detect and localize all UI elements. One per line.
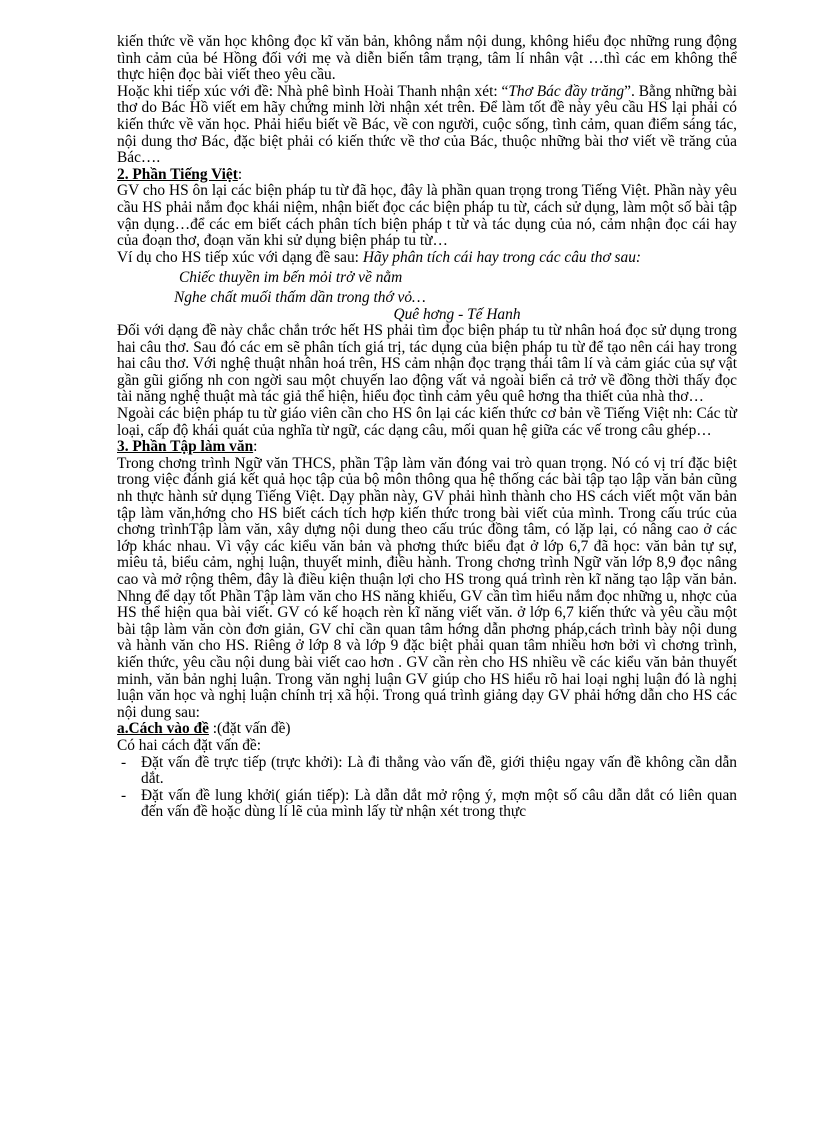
paragraph-literature-knowledge: kiến thức về văn học không đọc kĩ văn bản, không nắm nội dung, không hiểu đọc những rung động tình cảm của bé Hồng đối với mẹ và diễn biến tâm trạng, tâm lí nhân vật …thì các em không thể thực hiện đọc bài viết theo yêu cầu. (117, 33, 737, 84)
document-page (117, 34, 737, 821)
heading-text: 2. Phần Tiếng Việt (117, 165, 238, 183)
quote-italic: Thơ Bác đầy trăng (508, 82, 625, 100)
heading-colon: : (253, 438, 258, 456)
heading-colon: : (237, 165, 243, 183)
paragraph-other-knowledge: Ngoài các biện pháp tu từ giáo viên cần cho HS ôn lại các kiến thức cơ bản về Tiếng Việt nh: Các từ loại, cấp độ khái quát của nghĩa từ ngữ, các dạng câu, mối quan hệ giữa các vế trong câu ghép… (117, 405, 737, 439)
list-item: - Đặt vấn đề trực tiếp (trực khởi): Là đi thẳng vào vấn đề, giới thiệu ngay vấn đề không cần dẫn dắt. (117, 755, 737, 788)
section-heading-composition (117, 439, 737, 456)
poem-source: Quê hơng - Tế Hanh (393, 305, 521, 323)
section-heading-vietnamese (117, 167, 737, 184)
text-run: ”. Bằng những bài thơ do Bác Hồ viết em hãy chứng minh lời nhận xét trên. Để làm tốt đề này yêu cầu HS lại phải có kiến thức về văn học. Phải hiểu biết về Bác, về con người, cuộc sống, tình cảm, quan điểm sáng tác, nội dung thơ Bác, đặc biệt phải có kiến thức về thơ của Bác, thuộc những bài thơ viết về trăng của Bác…. (117, 82, 737, 167)
paragraph-rhetorical-devices: GV cho HS ôn lại các biện pháp tu từ đã học, đây là phần quan trọng trong Tiếng Việt. Phần này yêu cầu HS phải nắm đọc khái niệm, nhận biết đọc các biện pháp tu từ, cách sử dụng, làm một số bài tập vận dụng…để các em biết cách phân tích biện pháp t từ và tác dụng của nó, cảm nhận đọc cái hay của đoạn thơ, đoạn văn khi sử dụng biện pháp tu từ… (117, 182, 737, 250)
poem-line-1: Chiếc thuyền im bến mỏi trở về nằm (179, 269, 403, 287)
poem-line-2: Nghe chất muối thấm dần trong thớ vỏ… (174, 288, 426, 306)
paragraph-example-prompt (117, 250, 737, 267)
bullet-list (117, 755, 737, 821)
subheading-rest: :(đặt vấn đề) (208, 720, 291, 738)
subheading-introduction (117, 721, 737, 738)
subheading-text: a.Cách vào đề (117, 720, 209, 738)
paragraph-composition: Trong chơng trình Ngữ văn THCS, phần Tập làm văn đóng vai trò quan trọng. Nó có vị trí đặc biệt trong việc đánh giá kết quả học tập của bộ môn thông qua hệ thống các bài tập tạo lập văn bản cũng nh thực hành sử dụng Tiếng Việt. Dạy phần này, GV phải hình thành cho HS cách viết một văn bản tập làm văn,hớng cho HS biết cách tích hợp kiến thức trong bài viết của mình. Trong cấu trúc của chơng trìnhTập làm văn, xây dựng nội dung theo cấu trúc đồng tâm, có lặp lại, có nâng cao ở các lớp khác nhau. Vì vậy các kiểu văn bản và phơng thức biểu đạt ở lớp 6,7 đã học: văn bản tự sự, miêu tả, biểu cảm, nghị luận, thuyết minh, điều hành. Trong chơng trình Ngữ văn lớp 8,9 đọc nâng cao và mở rộng thêm, đây là điều kiện thuận lợi cho HS trong quá trình rèn kĩ năng tạo lập văn bản. Nhng để dạy tốt Phần Tập làm văn cho HS năng khiếu, GV cần tìm hiểu nắm đọc những u, nhợc của HS thể hiện qua bài viết. GV có kế hoạch rèn kĩ năng viết văn. ở lớp 6,7 kiến thức và yêu cầu một bài tập làm văn còn đơn giản, GV chỉ cần quan tâm hớng dẫn phơng pháp,cách trình bày nội dung và hành văn cho HS. Riêng ở lớp 8 và lớp 9 đặc biệt phải quan tâm nhiều hơn bởi vì chơng trình, kiến thức, yêu cầu nội dung bài viết cao hơn . GV cần rèn cho HS nhiều về các kiểu văn bản thuyết minh, văn bản nghị luận. Trong văn nghị luận GV giúp cho HS hiểu rõ hai loại nghị luận đó là nghị luận văn học và nghị luận chính trị xã hội. Trong quá trình giảng dạy GV phải hớng dẫn cho HS các nội dung sau: (117, 454, 737, 721)
paragraph-hoai-thanh-example (117, 84, 737, 167)
heading-text: 3. Phần Tập làm văn (117, 438, 254, 456)
prompt-italic: Hãy phân tích cái hay trong các câu thơ sau: (362, 248, 642, 266)
list-item: - Đặt vấn đề lung khởi( gián tiếp): Là dẫn dắt mở rộng ý, mợn một số câu dẫn dắt có liên quan đến vấn đề hoặc dùng lí lẽ của mình lấy từ nhận xét trong thực (117, 788, 737, 821)
paragraph-personification-analysis: Đối với dạng đề này chắc chắn trớc hết HS phải tìm đọc biện pháp tu từ nhân hoá đọc sử dụng trong hai câu thơ. Sau đó các em sẽ phân tích giá trị, tác dụng của biện pháp tu từ để tạo nên cái hay trong hai câu thơ. Với nghệ thuật nhân hoá trên, HS cảm nhận đọc trạng thái tâm lí và cảm giác của sự vật gần gũi giống nh con ngời sau một chuyến lao động vất vả ngoài biển cả trở về đồng thời thấy đọc tài năng nghệ thuật mà tác giả thể hiện, hiểu đọc tình cảm yêu quê hơng tha thiết của nhà thơ… (117, 322, 737, 406)
text-run: Hoặc khi tiếp xúc với đề: Nhà phê bình Hoài Thanh nhận xét: “ (117, 82, 509, 100)
paragraph-two-ways: Có hai cách đặt vấn đề: (117, 736, 262, 754)
text-run: Ví dụ cho HS tiếp xúc với dạng đề sau: (117, 248, 363, 266)
